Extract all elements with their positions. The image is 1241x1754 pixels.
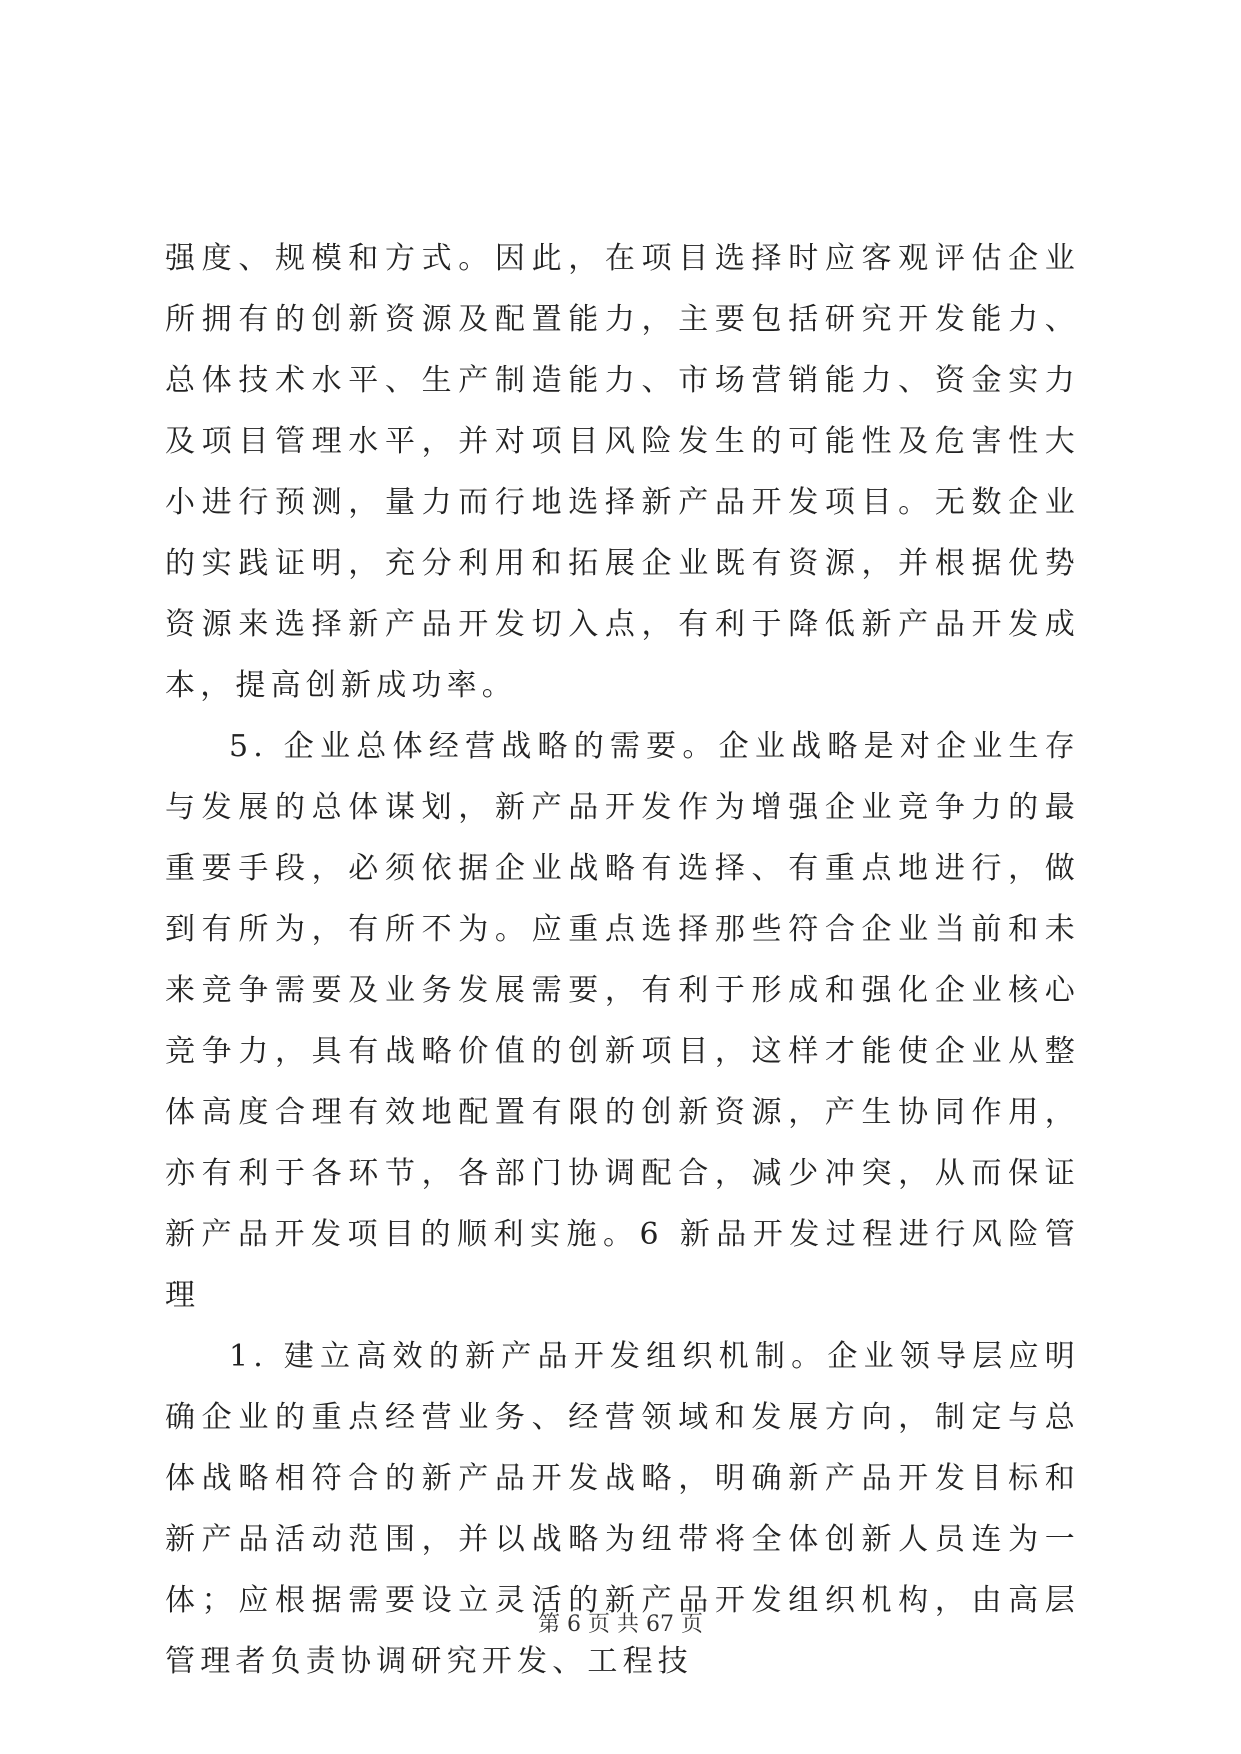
page-number-label: 第 6 页 共 67 页 [538, 1612, 703, 1637]
page-footer [0, 1610, 1241, 1640]
paragraph-3: 1. 建立高效的新产品开发组织机制。企业领导层应明确企业的重点经营业务、经营领域和发展方向，制定与总体战略相符合的新产品开发战略，明确新产品开发目标和新产品活动范围，并以战略为纽带将全体创新人员连为一体；应根据需要设立灵活的新产品开发组织机构，由高层管理者负责协调研究开发、工程技 [165, 1339, 1080, 1679]
document-body [165, 228, 1080, 1692]
paragraph-1: 强度、规模和方式。因此，在项目选择时应客观评估企业所拥有的创新资源及配置能力，主要包括研究开发能力、总体技术水平、生产制造能力、市场营销能力、资金实力及项目管理水平，并对项目风险发生的可能性及危害性大小进行预测，量力而行地选择新产品开发项目。无数企业的实践证明，充分利用和拓展企业既有资源，并根据优势资源来选择新产品开发切入点，有利于降低新产品开发成本，提高创新成功率。 [165, 241, 1080, 703]
paragraph-2: 5. 企业总体经营战略的需要。企业战略是对企业生存与发展的总体谋划，新产品开发作为增强企业竞争力的最重要手段，必须依据企业战略有选择、有重点地进行，做到有所为，有所不为。应重点选择那些符合企业当前和未来竞争需要及业务发展需要，有利于形成和强化企业核心竞争力，具有战略价值的创新项目，这样才能使企业从整体高度合理有效地配置有限的创新资源，产生协同作用，亦有利于各环节，各部门协调配合，减少冲突，从而保证新产品开发项目的顺利实施。6 新品开发过程进行风险管理 [165, 729, 1080, 1313]
